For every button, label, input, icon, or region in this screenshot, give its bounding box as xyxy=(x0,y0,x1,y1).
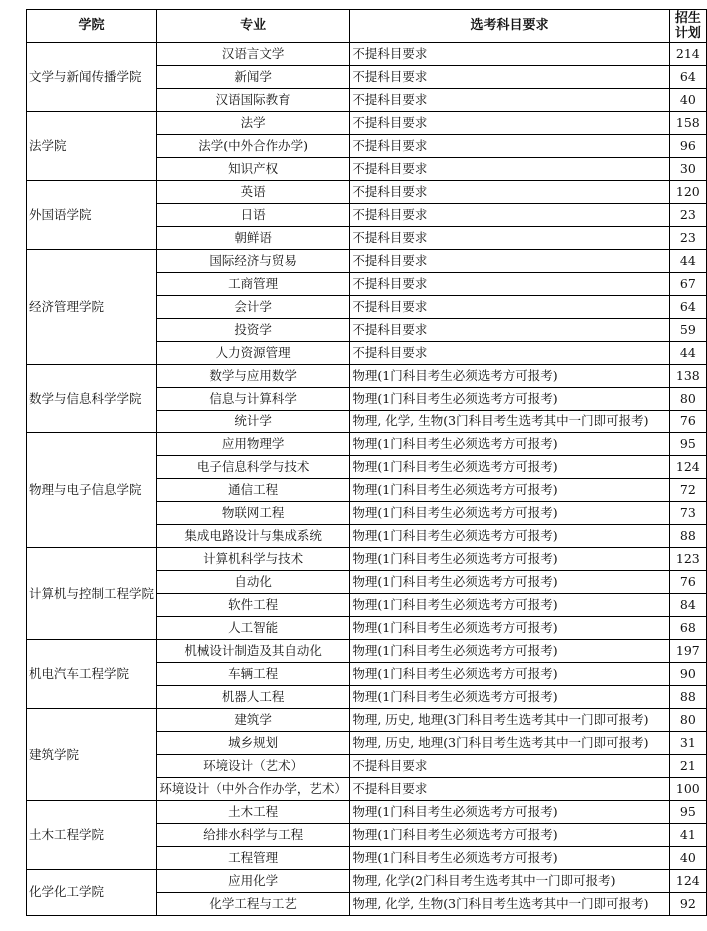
plan-cell: 44 xyxy=(669,249,706,272)
table-row xyxy=(27,111,707,134)
requirement-cell: 物理(1门科目考生必须选考方可报考) xyxy=(350,594,669,617)
major-cell: 车辆工程 xyxy=(157,663,350,686)
requirement-cell: 物理(1门科目考生必须选考方可报考) xyxy=(350,433,669,456)
major-cell: 电子信息科学与技术 xyxy=(157,456,350,479)
major-cell: 人力资源管理 xyxy=(157,341,350,364)
college-cell: 外国语学院 xyxy=(27,180,157,249)
plan-cell: 88 xyxy=(669,686,706,709)
college-cell: 计算机与控制工程学院 xyxy=(27,548,157,640)
major-cell: 环境设计（艺术） xyxy=(157,755,350,778)
major-cell: 汉语言文学 xyxy=(157,43,350,66)
page-bottom-edge xyxy=(0,919,707,931)
major-cell: 软件工程 xyxy=(157,594,350,617)
requirement-cell: 不提科目要求 xyxy=(350,249,669,272)
requirement-cell: 不提科目要求 xyxy=(350,180,669,203)
plan-cell: 72 xyxy=(669,479,706,502)
plan-cell: 67 xyxy=(669,272,706,295)
plan-cell: 40 xyxy=(669,846,706,869)
table-header xyxy=(27,10,707,43)
plan-cell: 197 xyxy=(669,640,706,663)
requirement-cell: 物理(1门科目考生必须选考方可报考) xyxy=(350,479,669,502)
requirement-cell: 不提科目要求 xyxy=(350,295,669,318)
plan-cell: 41 xyxy=(669,823,706,846)
table-row xyxy=(27,433,707,456)
major-cell: 化学工程与工艺 xyxy=(157,892,350,915)
header-requirement: 选考科目要求 xyxy=(350,10,669,43)
requirement-cell: 不提科目要求 xyxy=(350,111,669,134)
major-cell: 会计学 xyxy=(157,295,350,318)
college-cell: 土木工程学院 xyxy=(27,800,157,869)
table-row xyxy=(27,43,707,66)
major-cell: 通信工程 xyxy=(157,479,350,502)
major-cell: 国际经济与贸易 xyxy=(157,249,350,272)
plan-cell: 92 xyxy=(669,892,706,915)
requirement-cell: 物理(1门科目考生必须选考方可报考) xyxy=(350,617,669,640)
plan-cell: 23 xyxy=(669,226,706,249)
requirement-cell: 不提科目要求 xyxy=(350,65,669,88)
major-cell: 土木工程 xyxy=(157,800,350,823)
requirement-cell: 物理(1门科目考生必须选考方可报考) xyxy=(350,387,669,410)
major-cell: 环境设计（中外合作办学，艺术） xyxy=(157,778,350,801)
college-cell: 建筑学院 xyxy=(27,709,157,801)
table-row xyxy=(27,869,707,892)
major-cell: 应用物理学 xyxy=(157,433,350,456)
plan-cell: 64 xyxy=(669,295,706,318)
table-row xyxy=(27,180,707,203)
major-cell: 城乡规划 xyxy=(157,732,350,755)
plan-cell: 100 xyxy=(669,778,706,801)
plan-cell: 84 xyxy=(669,594,706,617)
plan-cell: 138 xyxy=(669,364,706,387)
header-college: 学院 xyxy=(27,10,157,43)
requirement-cell: 物理(1门科目考生必须选考方可报考) xyxy=(350,686,669,709)
requirement-cell: 不提科目要求 xyxy=(350,157,669,180)
plan-cell: 95 xyxy=(669,800,706,823)
requirement-cell: 不提科目要求 xyxy=(350,134,669,157)
major-cell: 日语 xyxy=(157,203,350,226)
requirement-cell: 物理(1门科目考生必须选考方可报考) xyxy=(350,548,669,571)
major-cell: 机器人工程 xyxy=(157,686,350,709)
major-cell: 投资学 xyxy=(157,318,350,341)
plan-cell: 124 xyxy=(669,869,706,892)
major-cell: 集成电路设计与集成系统 xyxy=(157,525,350,548)
requirement-cell: 物理(1门科目考生必须选考方可报考) xyxy=(350,800,669,823)
major-cell: 数学与应用数学 xyxy=(157,364,350,387)
plan-cell: 64 xyxy=(669,65,706,88)
requirement-cell: 物理(1门科目考生必须选考方可报考) xyxy=(350,456,669,479)
plan-cell: 96 xyxy=(669,134,706,157)
requirement-cell: 不提科目要求 xyxy=(350,226,669,249)
plan-cell: 80 xyxy=(669,387,706,410)
major-cell: 知识产权 xyxy=(157,157,350,180)
header-row xyxy=(27,10,707,43)
requirement-cell: 物理(1门科目考生必须选考方可报考) xyxy=(350,640,669,663)
requirement-cell: 物理(1门科目考生必须选考方可报考) xyxy=(350,364,669,387)
college-cell: 文学与新闻传播学院 xyxy=(27,43,157,112)
plan-cell: 44 xyxy=(669,341,706,364)
major-cell: 新闻学 xyxy=(157,65,350,88)
table-row xyxy=(27,548,707,571)
major-cell: 工程管理 xyxy=(157,846,350,869)
major-cell: 统计学 xyxy=(157,410,350,433)
requirement-cell: 物理, 化学(2门科目考生选考其中一门即可报考) xyxy=(350,869,669,892)
plan-cell: 30 xyxy=(669,157,706,180)
plan-cell: 73 xyxy=(669,502,706,525)
major-cell: 信息与计算科学 xyxy=(157,387,350,410)
plan-cell: 31 xyxy=(669,732,706,755)
major-cell: 工商管理 xyxy=(157,272,350,295)
requirement-cell: 不提科目要求 xyxy=(350,341,669,364)
plan-cell: 76 xyxy=(669,410,706,433)
plan-cell: 158 xyxy=(669,111,706,134)
plan-cell: 59 xyxy=(669,318,706,341)
college-cell: 法学院 xyxy=(27,111,157,180)
table-row xyxy=(27,800,707,823)
major-cell: 英语 xyxy=(157,180,350,203)
plan-cell: 23 xyxy=(669,203,706,226)
requirement-cell: 不提科目要求 xyxy=(350,43,669,66)
requirement-cell: 不提科目要求 xyxy=(350,203,669,226)
major-cell: 建筑学 xyxy=(157,709,350,732)
requirement-cell: 物理, 化学, 生物(3门科目考生选考其中一门即可报考) xyxy=(350,892,669,915)
major-cell: 物联网工程 xyxy=(157,502,350,525)
requirement-cell: 物理(1门科目考生必须选考方可报考) xyxy=(350,823,669,846)
requirement-cell: 物理(1门科目考生必须选考方可报考) xyxy=(350,525,669,548)
requirement-cell: 物理(1门科目考生必须选考方可报考) xyxy=(350,502,669,525)
plan-cell: 95 xyxy=(669,433,706,456)
major-cell: 计算机科学与技术 xyxy=(157,548,350,571)
major-cell: 应用化学 xyxy=(157,869,350,892)
college-cell: 经济管理学院 xyxy=(27,249,157,364)
plan-cell: 214 xyxy=(669,43,706,66)
major-cell: 自动化 xyxy=(157,571,350,594)
requirement-cell: 不提科目要求 xyxy=(350,272,669,295)
major-cell: 法学 xyxy=(157,111,350,134)
table-row xyxy=(27,364,707,387)
plan-cell: 68 xyxy=(669,617,706,640)
requirement-cell: 不提科目要求 xyxy=(350,88,669,111)
major-cell: 朝鲜语 xyxy=(157,226,350,249)
requirement-cell: 物理(1门科目考生必须选考方可报考) xyxy=(350,846,669,869)
major-cell: 给排水科学与工程 xyxy=(157,823,350,846)
plan-cell: 123 xyxy=(669,548,706,571)
header-plan: 招生计划 xyxy=(669,10,706,43)
college-cell: 机电汽车工程学院 xyxy=(27,640,157,709)
requirement-cell: 不提科目要求 xyxy=(350,778,669,801)
admission-plan-table xyxy=(26,9,707,916)
plan-cell: 124 xyxy=(669,456,706,479)
college-cell: 物理与电子信息学院 xyxy=(27,433,157,548)
plan-cell: 76 xyxy=(669,571,706,594)
table-body xyxy=(27,43,707,916)
plan-cell: 21 xyxy=(669,755,706,778)
table-row xyxy=(27,640,707,663)
college-cell: 化学化工学院 xyxy=(27,869,157,915)
requirement-cell: 物理, 历史, 地理(3门科目考生选考其中一门即可报考) xyxy=(350,709,669,732)
plan-cell: 40 xyxy=(669,88,706,111)
requirement-cell: 物理(1门科目考生必须选考方可报考) xyxy=(350,663,669,686)
plan-cell: 88 xyxy=(669,525,706,548)
requirement-cell: 物理, 历史, 地理(3门科目考生选考其中一门即可报考) xyxy=(350,732,669,755)
table-row xyxy=(27,709,707,732)
major-cell: 机械设计制造及其自动化 xyxy=(157,640,350,663)
plan-cell: 120 xyxy=(669,180,706,203)
college-cell: 数学与信息科学学院 xyxy=(27,364,157,433)
major-cell: 人工智能 xyxy=(157,617,350,640)
requirement-cell: 物理, 化学, 生物(3门科目考生选考其中一门即可报考) xyxy=(350,410,669,433)
plan-cell: 80 xyxy=(669,709,706,732)
requirement-cell: 不提科目要求 xyxy=(350,318,669,341)
major-cell: 汉语国际教育 xyxy=(157,88,350,111)
requirement-cell: 不提科目要求 xyxy=(350,755,669,778)
table-row xyxy=(27,249,707,272)
plan-cell: 90 xyxy=(669,663,706,686)
header-major: 专业 xyxy=(157,10,350,43)
requirement-cell: 物理(1门科目考生必须选考方可报考) xyxy=(350,571,669,594)
major-cell: 法学(中外合作办学) xyxy=(157,134,350,157)
